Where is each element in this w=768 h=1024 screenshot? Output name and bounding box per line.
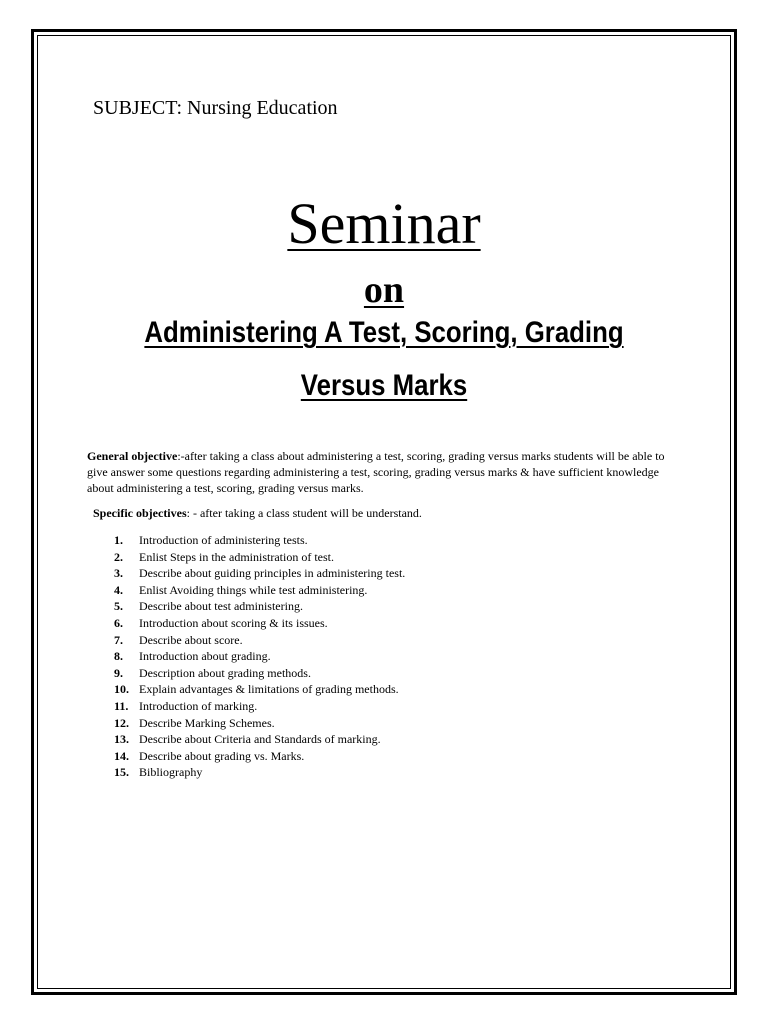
objective-item — [114, 532, 405, 549]
objective-item — [114, 748, 405, 765]
objective-number: 6. — [114, 615, 123, 630]
objective-text: Explain advantages & limitations of grading methods. — [139, 682, 399, 697]
objective-number: 3. — [114, 566, 123, 581]
objective-text: Describe about test administering. — [139, 599, 303, 614]
objective-item — [114, 582, 405, 599]
objective-number: 12. — [114, 715, 129, 730]
objective-number: 7. — [114, 632, 123, 647]
objective-text: Describe about grading vs. Marks. — [139, 748, 305, 763]
objective-number: 13. — [114, 732, 129, 747]
specific-objectives-text: : - after taking a class student will be understand. — [186, 506, 422, 520]
objective-number: 9. — [114, 665, 123, 680]
objective-number: 10. — [114, 682, 129, 697]
objective-item — [114, 632, 405, 649]
title-line-2: Versus Marks — [300, 369, 468, 402]
objective-item — [114, 615, 405, 632]
specific-objectives — [93, 505, 422, 521]
objective-number: 8. — [114, 649, 123, 664]
general-objective — [87, 448, 687, 496]
objective-text: Describe Marking Schemes. — [139, 715, 275, 730]
objective-text: Describe about guiding principles in administering test. — [139, 566, 406, 581]
objective-text: Bibliography — [139, 765, 203, 780]
objective-item — [114, 681, 405, 698]
objective-item — [114, 715, 405, 732]
on-word: on — [363, 269, 405, 311]
objective-text: Enlist Steps in the administration of test. — [139, 549, 334, 564]
objective-item — [114, 731, 405, 748]
objective-number: 4. — [114, 582, 123, 597]
general-objective-label: General objective — [87, 449, 178, 463]
objective-text: Introduction about scoring & its issues. — [139, 615, 328, 630]
objective-item — [114, 598, 405, 615]
objective-number: 14. — [114, 748, 129, 763]
objectives-list — [114, 532, 405, 781]
objective-item — [114, 549, 405, 566]
objective-item — [114, 565, 405, 582]
objective-item — [114, 764, 405, 781]
objective-number: 15. — [114, 765, 129, 780]
objective-number: 5. — [114, 599, 123, 614]
objective-text: Enlist Avoiding things while test administering. — [139, 582, 368, 597]
objective-item — [114, 648, 405, 665]
objective-item — [114, 665, 405, 682]
objective-number: 11. — [114, 698, 129, 713]
seminar-heading: Seminar — [287, 191, 481, 256]
objective-text: Description about grading methods. — [139, 665, 311, 680]
specific-objectives-label: Specific objectives — [93, 506, 187, 520]
objective-number: 1. — [114, 533, 123, 547]
objective-text: Describe about Criteria and Standards of marking. — [139, 732, 381, 747]
objective-item — [114, 698, 405, 715]
general-objective-text: :-after taking a class about administering a test, scoring, grading versus marks students will be able to give answer some questions regarding administering a test, scoring, grading versus marks & have sufficient knowledge about administering a test, scoring, grading versus marks. — [87, 449, 665, 495]
objective-text: Introduction of marking. — [139, 698, 258, 713]
subject-line: SUBJECT: Nursing Education — [93, 97, 338, 119]
objective-text: Describe about score. — [139, 632, 243, 647]
objective-text: Introduction of administering tests. — [139, 533, 308, 547]
title-line-1: Administering A Test, Scoring, Grading — [144, 316, 624, 349]
objective-number: 2. — [114, 549, 123, 564]
objective-text: Introduction about grading. — [139, 649, 271, 664]
